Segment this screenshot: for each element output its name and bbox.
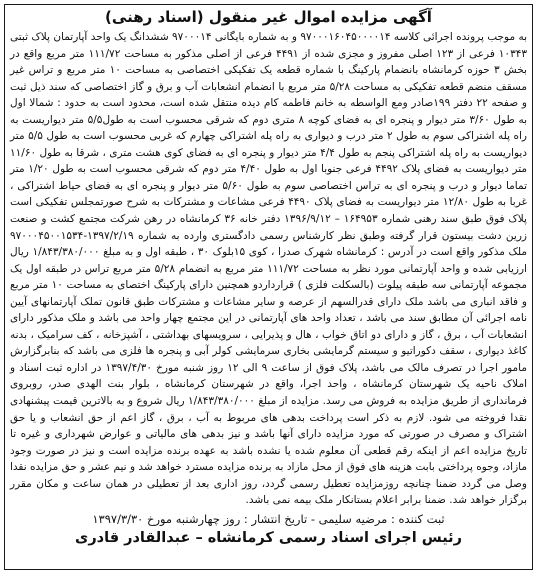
notice-title: آگهی مزایده اموال غیر منقول (اسناد رهنی) — [105, 8, 432, 26]
official-signature: رئیس اجرای اسناد رسمی کرمانشاه – عبدالقادر قادری — [75, 529, 462, 546]
notice-body: به موجب پرونده اجرائی کلاسه ۹۷۰۰۰۱۶۰۴۵۰۰۰۰۱۴ و به شماره بایگانی ۹۷۰۰۰۱۴ ششدانگ یک واحد آپارتمان پلاک ثبتی ۱۰۳۴۳ فرعی از ۱۲۳ اصلی مفروز و مجزی شده از ۴۴۹۱ فرعی از اصلی مذکور به مساحت ۱۱۱/۷۲ متر مربع واقع در بخش ۳ حوزه کرمانشاه بانضمام پارکینگ با شماره قطعه یک تفکیکی اختصاصی به مساحت ۱۰ متر مربع و تراس غیر مسقف منضم قطعه تفکیکی به مساحت ۵/۲۸ متر مربع با انضمام انشعابات آب و برق و گاز اختصاصی که سند ذیل ثبت و صفحه ۲۲ دفتر ۱۹۹صادر ومع الواسطه به خانم فاطمه کام دیده منتقل شده است، محدود است به حدود : شمالا اول به طول ۳/۶۰ متر دیوار و پنجره ای به فضای کوچه ۸ متری دوم که شرقی محسوب است به طول۵/۵ متر دیواریست به راه پله اشتراکی سوم به طول ۲ متر درب و دیواری به راه پله اشتراکی چهارم که غربی محسوب است به طول ۵/۵ متر دیواریست به راه پله اشتراکی پنجم به طول ۴/۴ متر دیوار و پنجره ای به فضای کوی هشت متری ، شرقا به طول ۱۱/۶۰ متر دیواریست به فضای پلاک ۴۴۹۲ فرعی جنوبا اول به طول ۴/۴۰ متر دوم که شرقی محسوب است به طول ۱/۲۰ متر تماما دیوار و درب و پنجره ای به تراس اختصاصی سوم به طول ۵/۶۰ متر دیوار و پنجره ای به فضای حیاط اشتراکی ، غربا به طول ۱۲/۸۰ متر دیواریست به فضای پلاک ۴۴۹۰ فرعی مشاعات و مشترکات به شرح صورتمجلس تفکیکی است پلاک فوق طبق سند رهنی شماره ۱۶۴۹۵۳ – ۱۳۹۶/۹/۱۲ دفتر خانه ۳۶ کرمانشاه در رهن شرکت مجتمع کشت و صنعت زرین دشت بیستون قرار گرفته وطبق نظر کارشناس رسمی دادگستری وارده به شماره ۱۳۹۷/۲/۱۹-۹۷۰۰۰۴۵۰۰۱۵۳۴ ملک مذکور واقع است در آدرس : کرمانشاه شهرک صدرا ، کوی ۱۵بلوک ۳۰ ، طبقه اول و به مبلغ ۱/۸۴۳/۳۸۰/۰۰۰ ریال ارزیابی شده و واحد آپارتمانی مورد نظر به مساحت ۱۱۱/۷۲ متر مربع به انضمام ۵/۲۸ متر مربع تراس در طبقه اول یک مجموعه آپارتمانی سه طبقه پیلوت (بالسکلت فلزی ) قرارداردو همچنین دارای پارکینگ اختصای به مساحت ۱۰ متر مربع و فاقد انباری می باشد ملک دارای قدرالسهم از عرصه و سایر مشاعات و مشترکات طبق قانون تملک آپارتمانهای آیین نامه اجرائی آن مطابق سند می باشد ، تعداد واحد های آپارتمانی در این مجتمع چهار واحد می باشد و ملک مذکور دارای انشعابات آب ، برق ، گاز و دارای دو اتاق خواب ، هال و پذیرایی ، سرویسهای بهداشتی ، آشپزخانه ، کف سرامیک ، بدنه کاغذ دیواری ، سقف دکوراتیو و سیستم گرمایشی بخاری سرمایشی کولر آبی و پنجره ها فلزی می باشد که بنابرگزارش مامور اجرا در تصرف مالک می باشد، پلاک فوق از ساعت ۹ الی ۱۲ روز شنبه مورخ ۱۳۹۷/۴/۳۰ در اداره ثبت اسناد و املاک ناحیه یک شهرستان کرمانشاه ، واحد اجرا، واقع در شهرستان کرمانشاه ، بلوار بنت الهدی صدر، روبروی فرمانداری از طریق مزایده به فروش می رسد. مزایده از مبلغ ۱/۸۴۳/۳۸۰/۰۰۰ ریال شروع و به بالاترین قیمت پیشنهادی نقدا فروخته می شود. لازم به ذکر است پرداخت بدهی های مربوط به آب ، برق ، گاز اعم از حق انشعاب و یا حق اشتراک و مصرف در صورتی که مورد مزایده دارای آنها باشد و نیز بدهی های مالیاتی و عوارض شهرداری و غیره تا تاریخ مزایده اعم از اینکه رقم قطعی آن معلوم شده یا نشده باشد به عهده برنده مزایده است و نیز در صورت وجود مازاد، وجوه پرداختی بابت هزینه های فوق از محل مازاد به برنده مزایده مسترد خواهد شد و نیم عشر و حق مزایده نقدا وصل می گردد ضمنا چنانچه روزمزایده تعطیل رسمی گردد، روز اداری بعد از تعطیلی در همان ساعت و مکان مقرر برگزار خواهد شد. ضمنا برابر اعلام بستانکار ملک بیمه نمی باشد. — [10, 31, 528, 507]
registrar-date-line: ثبت کننده : مرضیه سلیمی - تاریخ انتشار : روز چهارشنبه مورخ ۱۳۹۷/۳/۳۰ — [92, 511, 445, 526]
auction-notice — [4, 4, 533, 570]
notice-footer — [10, 511, 527, 548]
